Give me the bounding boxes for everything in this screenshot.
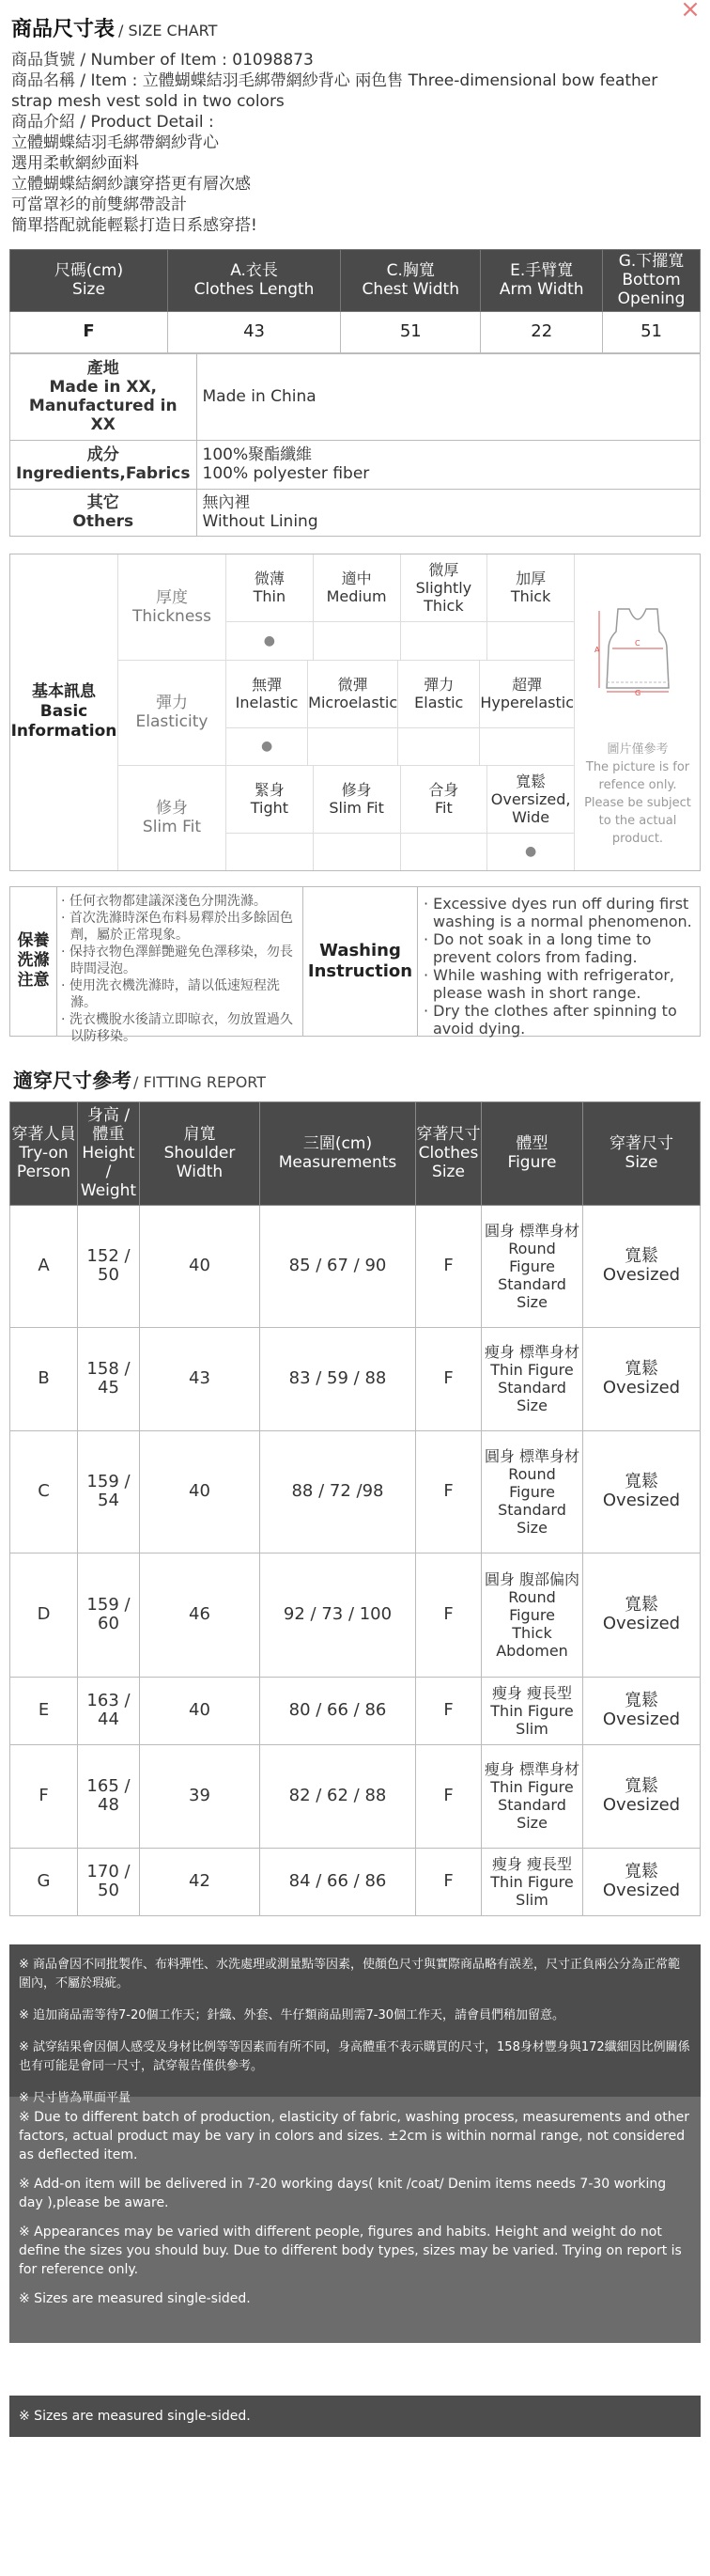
- list-item: · 洗衣機脫水後請立即晾衣，勿放置過久以防移染。: [61, 1011, 293, 1044]
- fabric-label: 成分 Ingredients,Fabrics: [10, 440, 197, 489]
- washing-tag: 保養 洗滌 注意: [10, 887, 57, 1036]
- measurements-cell: 83 / 59 / 88: [260, 1327, 416, 1430]
- elasticity-option: 彈力 Elastic: [397, 661, 479, 765]
- slim-fit-option: 緊身 Tight: [225, 766, 313, 870]
- svg-text:A: A: [594, 645, 600, 654]
- thickness-row: [117, 554, 574, 660]
- shoulder-cell: 40: [140, 1205, 260, 1327]
- arm-cell: 22: [481, 311, 603, 352]
- others-value: 無內裡 Without Lining: [196, 489, 700, 536]
- chest-cell: 51: [341, 311, 481, 352]
- product-info: [0, 44, 710, 236]
- list-item: · Dry the clothes after spinning to avoid dying.: [424, 1001, 677, 1038]
- list-item: · Excessive dyes run off during first washing is a normal phenomenon.: [424, 894, 692, 930]
- selected-dot: ●: [263, 632, 275, 648]
- figure-cell: 圓身 標準身材 Round Figure Standard Size: [482, 1430, 583, 1553]
- table-row: [10, 311, 701, 352]
- table-row: [10, 353, 701, 440]
- info-line: 商品介紹 / Product Detail :: [11, 112, 214, 132]
- shoulder-cell: 43: [140, 1327, 260, 1430]
- shoulder-cell: 46: [140, 1553, 260, 1677]
- height-cell: 159 / 54: [78, 1430, 140, 1553]
- clothes-size-cell: F: [416, 1205, 482, 1327]
- clothes-size-cell: F: [416, 1327, 482, 1430]
- fit-size-cell: 寬鬆 Ovesized: [583, 1327, 701, 1430]
- length-column-header: A.衣長 Clothes Length: [168, 249, 341, 311]
- figure-column-header: 體型 Figure: [482, 1101, 583, 1205]
- note-text: ※ 追加商品需等待7-20個工作天；針織、外套、牛仔類商品則需7-30個工作天，請會員們稍加留意。: [19, 2007, 565, 2022]
- length-cell: 43: [168, 311, 341, 352]
- vest-icon: [592, 601, 684, 695]
- height-cell: 152 / 50: [78, 1205, 140, 1327]
- fit-size-cell: 寬鬆 Ovesized: [583, 1430, 701, 1553]
- slim-fit-option: 合身 Fit: [400, 766, 487, 870]
- measurements-cell: 80 / 66 / 86: [260, 1677, 416, 1744]
- person-column-header: 穿著人員 Try-on Person: [10, 1101, 78, 1205]
- clothes-size-cell: F: [416, 1677, 482, 1744]
- origin-value: Made in China: [196, 353, 700, 440]
- height-cell: 170 / 50: [78, 1848, 140, 1915]
- list-item: · 首次洗滌時深色布料易釋於出多餘固色劑，屬於正常現象。: [61, 910, 293, 943]
- person-cell: C: [10, 1430, 78, 1553]
- figure-cell: 瘦身 瘦長型 Thin Figure Slim: [482, 1848, 583, 1915]
- info-line: 簡單搭配就能輕鬆打造日系感穿搭!: [11, 215, 257, 235]
- size-cell: F: [10, 311, 168, 352]
- elasticity-option: 微彈 Microelastic: [307, 661, 397, 765]
- fitting-table: [9, 1101, 701, 1916]
- others-label: 其它 Others: [10, 489, 197, 536]
- washing-instruction-panel: [9, 886, 701, 1044]
- slim-fit-label: 修身 Slim Fit: [142, 799, 202, 837]
- measurements-cell: 82 / 62 / 88: [260, 1744, 416, 1848]
- note-text: ※ Appearances may be varied with different people, figures and habits. Height and weight do not define the sizes you should buy. Due to different body types, sizes may be varied. Trying on report is for reference only.: [19, 2224, 682, 2277]
- person-cell: D: [10, 1553, 78, 1677]
- clothes-size-cell: F: [416, 1744, 482, 1848]
- selected-dot: ●: [525, 844, 537, 859]
- fabric-value: 100%聚酯纖維 100% polyester fiber: [196, 440, 700, 489]
- fitting-header-row: [10, 1101, 701, 1205]
- svg-text:G: G: [635, 688, 641, 695]
- elasticity-option: 超彈 Hyperelastic: [479, 661, 574, 765]
- note-text: ※ 商品會因不同批製作、布料彈性、水洗處理或測量點等因素，使顏色尺寸與實際商品略有誤差，尺寸正負兩公分為正常範圍內，不屬於瑕疵。: [19, 1957, 681, 1991]
- person-cell: E: [10, 1677, 78, 1744]
- fit-size-cell: 寬鬆 Ovesized: [583, 1677, 701, 1744]
- height-column-header: 身高 / 體重 Height / Weight: [78, 1101, 140, 1205]
- size-table: [9, 249, 701, 353]
- shoulder-cell: 40: [140, 1430, 260, 1553]
- table-row: [10, 1744, 701, 1848]
- list-item: · 保持衣物色澤鮮艷避免色澤移染，勿長時間浸泡。: [61, 944, 293, 976]
- info-line: 選用柔軟網紗面料: [11, 153, 139, 173]
- table-row: [10, 489, 701, 536]
- attribute-grid: [117, 554, 574, 870]
- thickness-option: 適中 Medium: [313, 554, 400, 660]
- selected-dot: ●: [260, 739, 273, 754]
- info-line: 立體蝴蝶結網紗讓穿搭更有層次感: [11, 174, 251, 194]
- fitting-subtitle: / FITTING REPORT: [133, 1072, 267, 1091]
- measurements-cell: 92 / 73 / 100: [260, 1553, 416, 1677]
- height-cell: 165 / 48: [78, 1744, 140, 1848]
- fit-size-cell: 寬鬆 Ovesized: [583, 1553, 701, 1677]
- table-row: [10, 1553, 701, 1677]
- table-row: [10, 1205, 701, 1327]
- slim-fit-option: 寬鬆 Oversized, Wide ●: [486, 766, 574, 870]
- arm-column-header: E.手臂寬 Arm Width: [481, 249, 603, 311]
- slim-fit-option: 修身 Slim Fit: [313, 766, 400, 870]
- person-cell: A: [10, 1205, 78, 1327]
- measurements-column-header: 三圍(cm) Measurements: [260, 1101, 416, 1205]
- note-text: ※ Due to different batch of production, elasticity of fabric, washing process, measurements and other factors, actual product may be vary in colors and sizes. ±2cm is within normal range, not considered as deflected item.: [19, 2109, 689, 2162]
- figure-cell: 瘦身 瘦長型 Thin Figure Slim: [482, 1677, 583, 1744]
- clothes-size-cell: F: [416, 1553, 482, 1677]
- washing-title: Washing Instruction: [303, 887, 418, 1036]
- measurements-cell: 85 / 67 / 90: [260, 1205, 416, 1327]
- thickness-option: 微厚 Slightly Thick: [400, 554, 487, 660]
- size-column-header: 尺碼(cm) Size: [10, 249, 168, 311]
- figure-cell: 瘦身 標準身材 Thin Figure Standard Size: [482, 1744, 583, 1848]
- person-cell: G: [10, 1848, 78, 1915]
- svg-text:C: C: [635, 638, 641, 648]
- basic-info-panel: [9, 554, 701, 871]
- height-cell: 158 / 45: [78, 1327, 140, 1430]
- list-item: · 任何衣物都建議深淺色分開洗滌。: [61, 893, 267, 909]
- list-item: · Do not soak in a long time to prevent colors from fading.: [424, 929, 652, 966]
- shoulder-cell: 42: [140, 1848, 260, 1915]
- fit-size-cell: 寬鬆 Ovesized: [583, 1848, 701, 1915]
- reference-picture: [574, 554, 700, 870]
- list-item: · 使用洗衣機洗滌時，請以低速短程洗滌。: [61, 977, 280, 1010]
- table-row: [10, 440, 701, 489]
- notes-chinese: [9, 1944, 701, 2105]
- washing-cn-list: [57, 887, 303, 1044]
- picture-note: 圖片僅參考 The picture is for refence only. Please be subject to the actual product.: [584, 742, 691, 846]
- basic-info-title: 基本訊息 Basic Information: [10, 682, 117, 742]
- figure-cell: 圓身 標準身材 Round Figure Standard Size: [482, 1205, 583, 1327]
- fit-size-column-header: 穿著尺寸 Size: [583, 1101, 701, 1205]
- elasticity-option: 無彈 Inelastic ●: [225, 661, 307, 765]
- shoulder-cell: 39: [140, 1744, 260, 1848]
- thickness-option: 微薄 Thin ●: [225, 554, 313, 660]
- close-icon[interactable]: ×: [680, 0, 701, 23]
- person-cell: F: [10, 1744, 78, 1848]
- bottom-column-header: G.下擺寬 Bottom Opening: [603, 249, 701, 311]
- notes-english: [9, 2097, 701, 2343]
- measurements-cell: 88 / 72 /98: [260, 1430, 416, 1553]
- fit-size-cell: 寬鬆 Ovesized: [583, 1744, 701, 1848]
- slim-fit-row: [117, 765, 574, 870]
- list-item: · While washing with refrigerator, please wash in short range.: [424, 965, 675, 1002]
- clothes-size-column-header: 穿著尺寸 Clothes Size: [416, 1101, 482, 1205]
- note-text: ※ 試穿結果會因個人感受及身材比例等等因素而有所不同，身高體重不表示購買的尺寸，158身材豐身與172纖細因比例關係也有可能是會同一尺寸，試穿報告僅供參考。: [19, 2039, 690, 2073]
- table-row: [10, 1430, 701, 1553]
- origin-label: 產地 Made in XX, Manufactured in XX: [10, 353, 197, 440]
- measurements-cell: 84 / 66 / 86: [260, 1848, 416, 1915]
- clothes-size-cell: F: [416, 1430, 482, 1553]
- size-table-header-row: [10, 249, 701, 311]
- info-line: 商品貨號 / Number of Item : 01098873: [11, 50, 314, 70]
- fit-size-cell: 寬鬆 Ovesized: [583, 1205, 701, 1327]
- note-footer: ※ Sizes are measured single-sided.: [9, 2396, 701, 2437]
- washing-en-list: [418, 887, 700, 1036]
- fitting-title: 適穿尺寸參考: [13, 1069, 131, 1092]
- figure-cell: 瘦身 標準身材 Thin Figure Standard Size: [482, 1327, 583, 1430]
- clothes-size-cell: F: [416, 1848, 482, 1915]
- height-cell: 163 / 44: [78, 1677, 140, 1744]
- info-line: 可當罩衫的前雙綁帶設計: [11, 195, 187, 214]
- figure-cell: 圓身 腹部偏肉 Round Figure Thick Abdomen: [482, 1553, 583, 1677]
- elasticity-row: [117, 660, 574, 765]
- product-meta-table: [9, 353, 701, 537]
- thickness-option: 加厚 Thick: [486, 554, 574, 660]
- table-row: [10, 1677, 701, 1744]
- note-text: ※ Add-on item will be delivered in 7-20 working days( knit /coat/ Denim items needs 7-30 working day ),please be aware.: [19, 2176, 667, 2210]
- chest-column-header: C.胸寬 Chest Width: [341, 249, 481, 311]
- person-cell: B: [10, 1327, 78, 1430]
- height-cell: 159 / 60: [78, 1553, 140, 1677]
- size-chart-header: [0, 0, 710, 44]
- shoulder-column-header: 肩寬 Shoulder Width: [140, 1101, 260, 1205]
- page-title: 商品尺寸表: [11, 18, 116, 41]
- bottom-cell: 51: [603, 311, 701, 352]
- info-line: 立體蝴蝶結羽毛綁帶網紗背心: [11, 133, 219, 152]
- elasticity-label: 彈力 Elasticity: [135, 694, 208, 732]
- page-subtitle: / SIZE CHART: [118, 22, 218, 39]
- table-row: [10, 1848, 701, 1915]
- note-text: ※ 尺寸皆為單面平量: [19, 2090, 131, 2105]
- note-text: ※ Sizes are measured single-sided.: [19, 2290, 251, 2306]
- thickness-label: 厚度 Thickness: [131, 587, 212, 626]
- shoulder-cell: 40: [140, 1677, 260, 1744]
- fitting-report-header: [0, 1037, 710, 1094]
- info-line: 商品名稱 / Item : 立體蝴蝶結羽毛綁帶網紗背心 兩色售 Three-dimensional bow feather strap mesh vest sold in two colors: [11, 70, 658, 111]
- table-row: [10, 1327, 701, 1430]
